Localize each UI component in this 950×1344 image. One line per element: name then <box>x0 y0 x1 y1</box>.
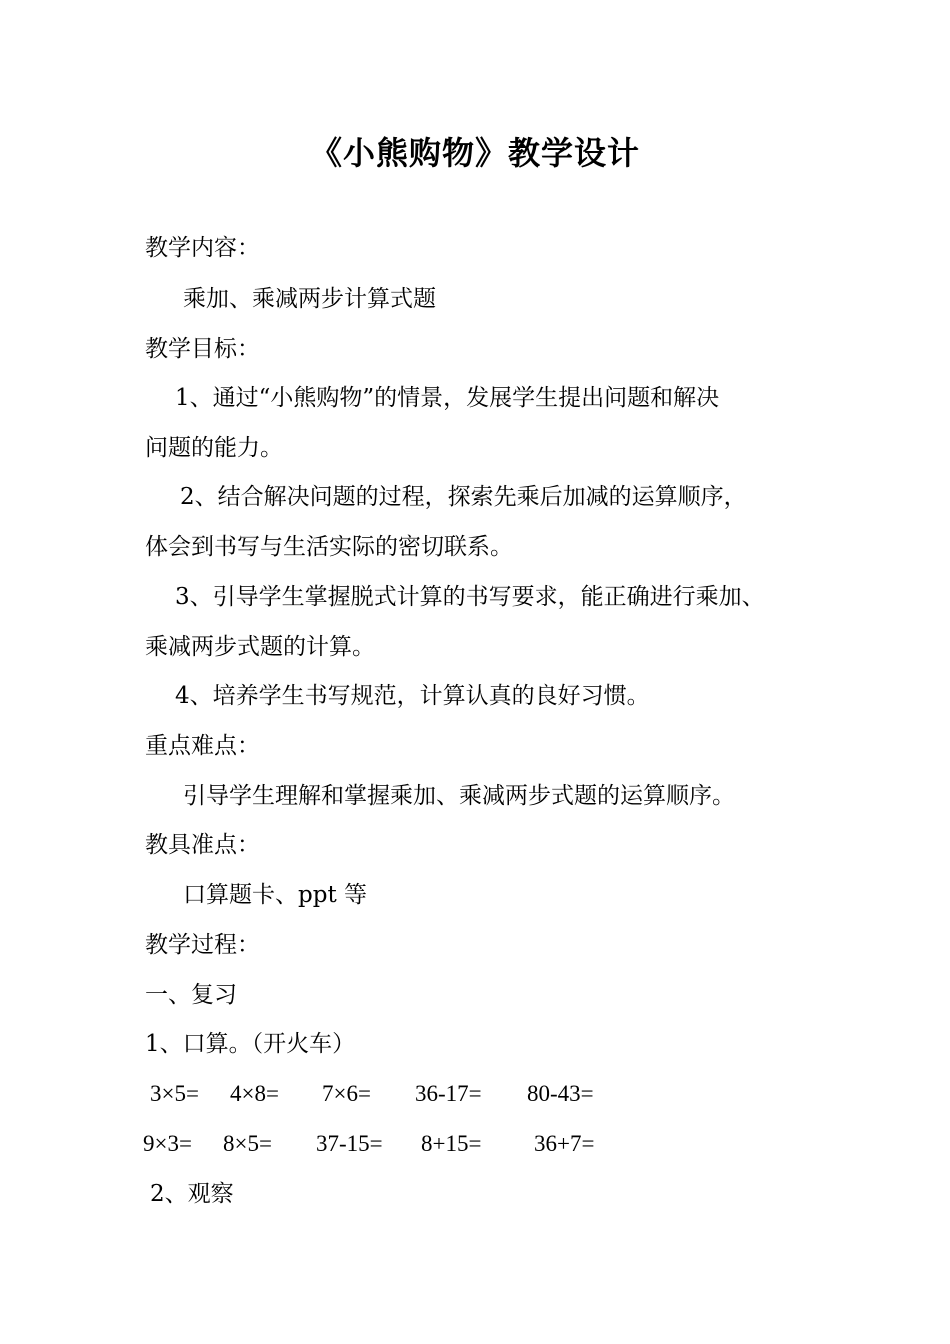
problem: 80-43= <box>527 1081 594 1106</box>
goal-1-line-1: 1、通过“小熊购物”的情景，发展学生提出问题和解决 <box>175 385 720 411</box>
tools-text: 口算题卡、ppt 等 <box>183 882 367 908</box>
problem: 7×6= <box>322 1081 371 1106</box>
goal-2-line-2: 体会到书写与生活实际的密切联系。 <box>145 534 513 560</box>
goal-2-line-1: 2、结合解决问题的过程，探索先乘后加减的运算顺序， <box>180 484 747 510</box>
tools-heading: 教具准点： <box>145 832 260 858</box>
problem: 4×8= <box>230 1081 279 1106</box>
problem: 8×5= <box>223 1131 272 1156</box>
problem: 36-17= <box>415 1081 482 1106</box>
problem: 36+7= <box>534 1131 595 1156</box>
goal-3-line-1: 3、引导学生掌握脱式计算的书写要求，能正确进行乘加、 <box>175 584 765 610</box>
content-heading: 教学内容： <box>145 235 260 261</box>
section-review: 一、复习 <box>145 982 237 1008</box>
content-text: 乘加、乘减两步计算式题 <box>183 286 436 312</box>
key-text: 引导学生理解和掌握乘加、乘减两步式题的运算顺序。 <box>183 783 735 809</box>
problem: 37-15= <box>316 1131 383 1156</box>
document-title: 《小熊购物》教学设计 <box>309 134 640 172</box>
problem: 8+15= <box>421 1131 482 1156</box>
goals-heading: 教学目标： <box>145 336 260 362</box>
goal-1-line-2: 问题的能力。 <box>145 435 283 461</box>
problem: 9×3= <box>143 1131 192 1156</box>
key-heading: 重点难点： <box>145 733 260 759</box>
oral-calc-heading: 1、口算。（开火车） <box>145 1031 356 1057</box>
goal-3-line-2: 乘减两步式题的计算。 <box>145 634 375 660</box>
problem: 3×5= <box>150 1081 199 1106</box>
observe-heading: 2、观察 <box>150 1181 234 1207</box>
goal-4: 4、培养学生书写规范，计算认真的良好习惯。 <box>175 683 650 709</box>
process-heading: 教学过程： <box>145 932 260 958</box>
